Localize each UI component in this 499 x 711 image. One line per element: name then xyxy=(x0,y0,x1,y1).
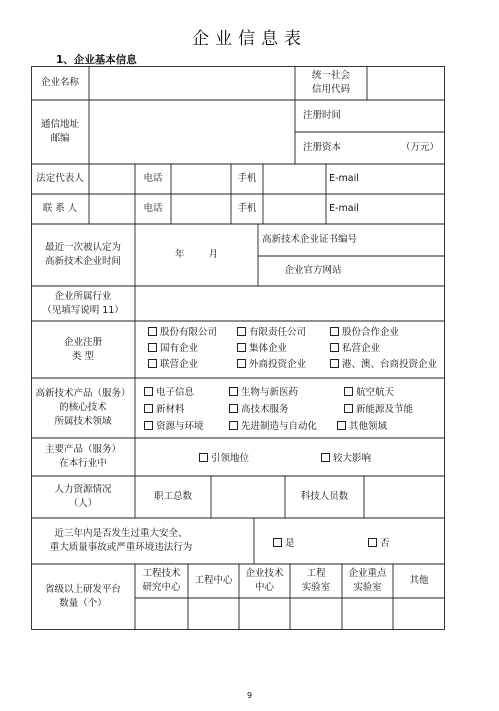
tech-staff-input[interactable] xyxy=(364,476,445,518)
total-employees-input[interactable] xyxy=(211,476,285,518)
checkbox-icon xyxy=(330,327,339,336)
capital-unit: （万元） xyxy=(400,142,439,153)
year-month-field: 年 月 xyxy=(174,249,219,260)
checkbox-icon xyxy=(344,404,353,413)
checkbox-icon xyxy=(144,421,153,430)
header-line: 企业重点 xyxy=(348,568,387,579)
header-eng-tech-research-center xyxy=(135,564,188,598)
page-number: 9 xyxy=(246,691,253,700)
option-private[interactable] xyxy=(330,340,380,354)
option-new-energy[interactable] xyxy=(344,401,413,415)
label-contact-phone: 电话 xyxy=(143,203,163,214)
label-total-employees: 职工总数 xyxy=(153,491,192,502)
label-reg-type xyxy=(31,321,135,378)
section-heading: 1、企业基本信息 xyxy=(56,54,137,66)
label-legal-rep-phone: 电话 xyxy=(143,173,163,184)
accidents-line1: 近三年内是否发生过重大安全、 xyxy=(54,528,188,539)
postcode-label: 邮编 xyxy=(50,133,70,144)
checkbox-icon xyxy=(330,359,339,368)
header-line: 研究中心 xyxy=(142,582,181,593)
industry-input[interactable] xyxy=(135,286,445,321)
option-label: 高技术服务 xyxy=(241,404,289,415)
label-cert-number: 高新技术企业证书编号 xyxy=(262,234,358,245)
checkbox-icon xyxy=(237,327,246,336)
checkbox-icon xyxy=(229,404,238,413)
option-biomedicine[interactable] xyxy=(229,384,298,398)
label-hightech-recognition xyxy=(31,224,135,286)
option-label: 集体企业 xyxy=(249,343,288,354)
header-eng-lab xyxy=(290,564,342,598)
option-label: 电子信息 xyxy=(156,387,195,398)
label-core-tech xyxy=(31,378,135,438)
checkbox-icon xyxy=(148,327,157,336)
header-line: 工程技术 xyxy=(142,568,181,579)
option-state-owned[interactable] xyxy=(148,340,198,354)
option-label: 新能源及节能 xyxy=(356,404,414,415)
rd-platforms-line1: 省级以上研发平台 xyxy=(44,584,121,595)
checkbox-icon xyxy=(337,421,346,430)
checkbox-icon xyxy=(199,453,208,462)
option-label: 引领地位 xyxy=(211,453,250,464)
enterprise-info-table xyxy=(31,66,445,630)
checkbox-icon xyxy=(237,359,246,368)
option-label: 有限责任公司 xyxy=(249,327,307,338)
option-label: 否 xyxy=(380,538,390,549)
hr-line2: （人） xyxy=(68,498,98,509)
label-reg-time: 注册时间 xyxy=(303,110,342,121)
label-reg-capital: 注册资本 xyxy=(303,142,342,153)
option-joint-stock[interactable] xyxy=(148,324,217,338)
checkbox-icon xyxy=(229,387,238,396)
option-aerospace[interactable] xyxy=(344,384,394,398)
core-tech-line1: 高新技术产品（服务） xyxy=(35,388,131,399)
header-line: 工程 xyxy=(306,568,326,579)
option-joint-venture[interactable] xyxy=(148,356,198,370)
label-legal-rep-mobile: 手机 xyxy=(237,173,257,184)
label-legal-rep-email: E-mail xyxy=(329,173,359,184)
checkbox-icon xyxy=(368,538,377,547)
core-tech-line2: 的核心技术 xyxy=(59,402,107,413)
core-tech-line3: 所属技术领域 xyxy=(54,416,112,427)
option-label: 私营企业 xyxy=(342,343,381,354)
checkbox-icon xyxy=(229,421,238,430)
option-label: 港、澳、台商投资企业 xyxy=(342,359,438,370)
label-industry xyxy=(31,286,135,321)
credit-code-line2: 信用代码 xyxy=(311,84,350,95)
label-contact-mobile: 手机 xyxy=(237,203,257,214)
company-name-input[interactable] xyxy=(89,66,295,100)
option-hk-macao-taiwan[interactable] xyxy=(330,356,437,370)
hightech-recog-line2: 高新技术企业时间 xyxy=(44,256,121,267)
option-yes[interactable] xyxy=(273,535,295,549)
checkbox-icon xyxy=(144,404,153,413)
option-label: 先进制造与自动化 xyxy=(241,421,318,432)
accidents-line2: 重大质量事故或严重环境违法行为 xyxy=(49,542,193,553)
address-label-line1: 通信地址 xyxy=(40,119,79,130)
hr-line1: 人力资源情况 xyxy=(54,484,112,495)
label-contact: 联 系 人 xyxy=(42,203,78,214)
industry-line1: 企业所属行业 xyxy=(54,290,112,302)
reg-type-line1: 企业注册 xyxy=(63,336,102,348)
header-eng-center: 工程中心 xyxy=(194,575,233,586)
option-label: 较大影响 xyxy=(333,453,372,464)
option-label: 其他领域 xyxy=(349,421,388,432)
header-key-lab xyxy=(342,564,393,598)
label-credit-code xyxy=(295,68,367,98)
main-product-line1: 主要产品（服务） xyxy=(44,444,121,455)
industry-line2: （见填写说明 11） xyxy=(42,304,124,316)
option-advanced-manufacturing[interactable] xyxy=(229,418,317,432)
label-rd-platforms xyxy=(31,564,135,630)
option-label: 航空航天 xyxy=(356,387,395,398)
checkbox-icon xyxy=(344,387,353,396)
label-human-resources xyxy=(31,476,135,518)
reg-type-line2: 类 型 xyxy=(71,350,95,362)
option-label: 外商投资企业 xyxy=(249,359,307,370)
label-contact-email: E-mail xyxy=(329,203,359,214)
header-line: 实验室 xyxy=(353,582,382,593)
option-leading-position[interactable] xyxy=(199,450,249,464)
option-hightech-services[interactable] xyxy=(229,401,289,415)
option-collective[interactable] xyxy=(237,340,287,354)
option-label: 联营企业 xyxy=(160,359,199,370)
label-main-product xyxy=(31,438,135,476)
option-label: 是 xyxy=(285,538,295,549)
option-label: 国有企业 xyxy=(160,343,199,354)
option-other-fields[interactable] xyxy=(337,418,387,432)
header-line: 中心 xyxy=(254,582,274,593)
option-label: 股份有限公司 xyxy=(160,327,218,338)
option-resources-environment[interactable] xyxy=(144,418,204,432)
checkbox-icon xyxy=(330,343,339,352)
option-major-influence[interactable] xyxy=(321,450,371,464)
option-limited-liability[interactable] xyxy=(237,324,306,338)
option-label: 新材料 xyxy=(156,404,185,415)
main-product-line2: 在本行业中 xyxy=(59,458,107,469)
label-company-name: 企业名称 xyxy=(40,77,79,88)
label-tech-staff: 科技人员数 xyxy=(300,491,349,502)
header-line: 实验室 xyxy=(301,582,331,593)
option-label: 资源与环境 xyxy=(156,421,204,432)
option-no[interactable] xyxy=(368,535,390,549)
form-title: 企业信息表 xyxy=(192,29,307,49)
header-enterprise-tech-center xyxy=(239,564,290,598)
option-new-materials[interactable] xyxy=(144,401,185,415)
label-accidents xyxy=(31,518,211,564)
option-label: 生物与新医药 xyxy=(241,387,299,398)
checkbox-icon xyxy=(237,343,246,352)
checkbox-icon xyxy=(148,343,157,352)
option-joint-cooperative[interactable] xyxy=(330,324,399,338)
address-input[interactable] xyxy=(89,100,295,164)
option-electronics[interactable] xyxy=(144,384,194,398)
label-legal-rep: 法定代表人 xyxy=(36,173,84,184)
checkbox-icon xyxy=(144,387,153,396)
checkbox-icon xyxy=(273,538,282,547)
hightech-recog-line1: 最近一次被认定为 xyxy=(44,242,121,253)
header-line: 企业技术 xyxy=(245,568,284,579)
credit-code-input[interactable] xyxy=(367,66,445,100)
option-foreign-invested[interactable] xyxy=(237,356,306,370)
checkbox-icon xyxy=(148,359,157,368)
label-website: 企业官方网站 xyxy=(284,265,342,276)
header-other: 其他 xyxy=(409,575,429,586)
label-address xyxy=(31,100,89,164)
option-label: 股份合作企业 xyxy=(342,327,400,338)
credit-code-line1: 统一社会 xyxy=(311,70,350,81)
checkbox-icon xyxy=(321,453,330,462)
rd-platforms-line2: 数量（个） xyxy=(59,598,107,609)
